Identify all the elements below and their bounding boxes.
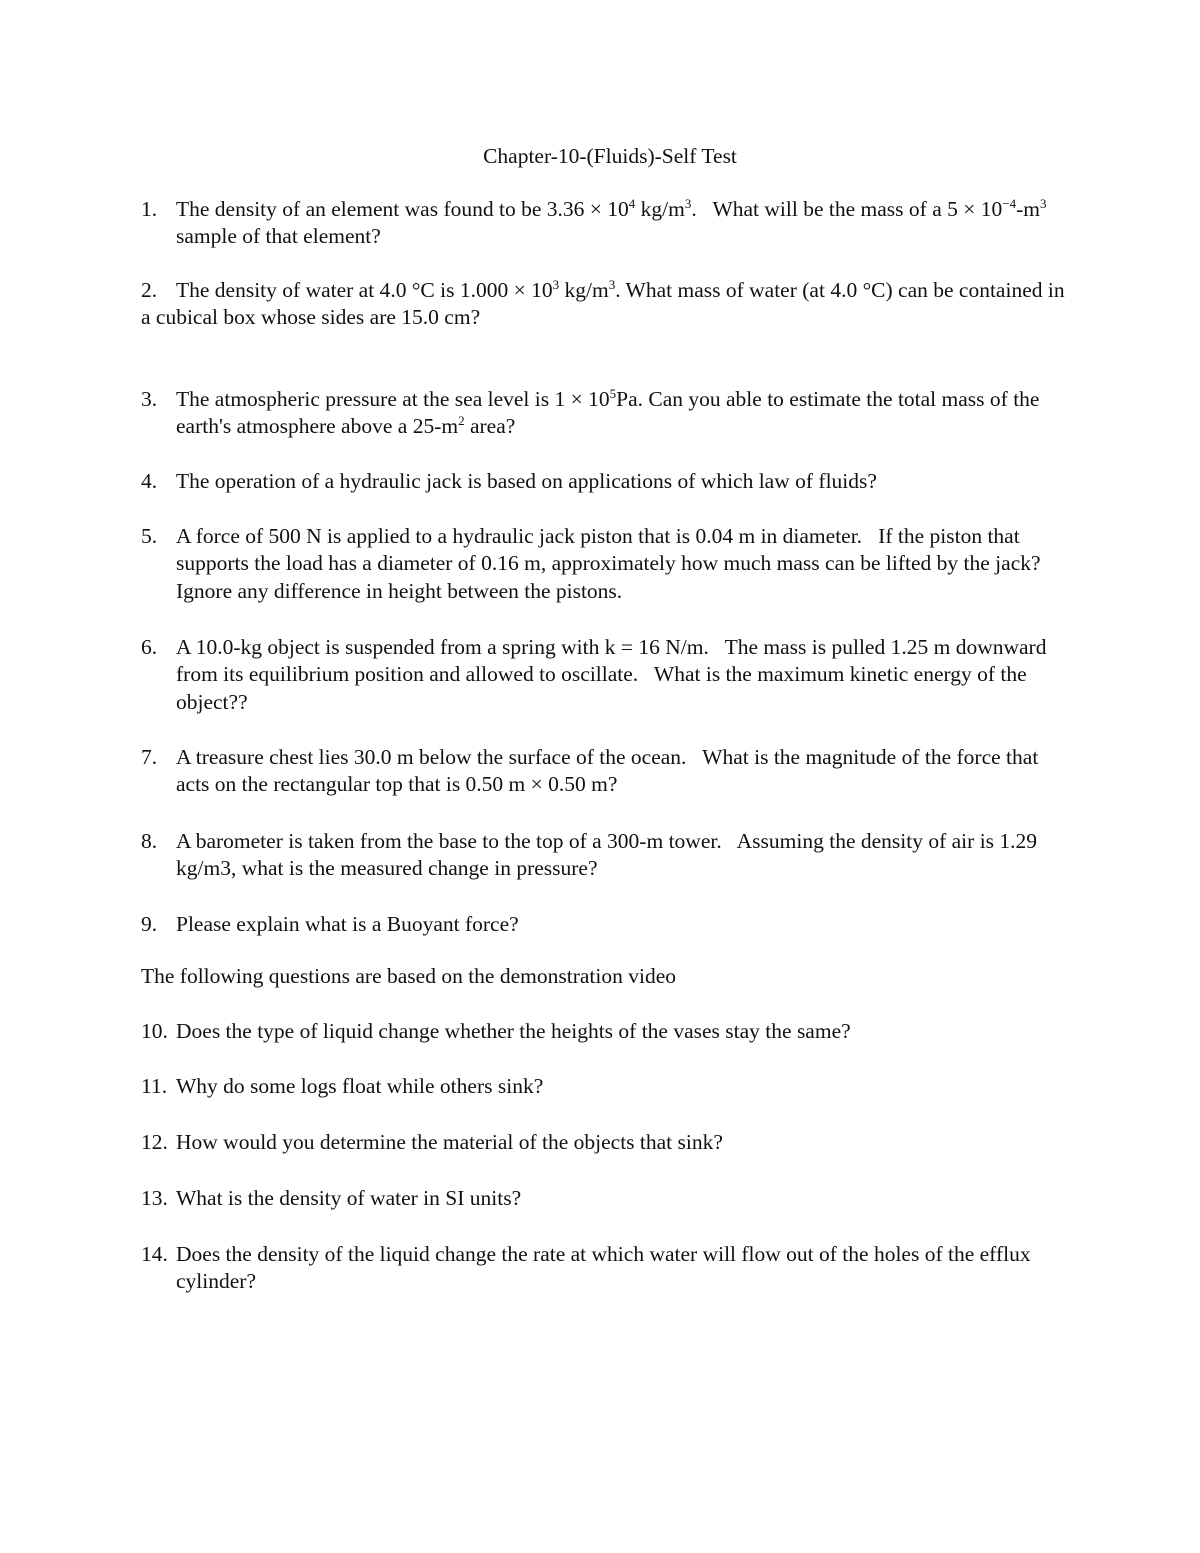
- question-number: 7.: [141, 745, 158, 769]
- question-12: [141, 1129, 1071, 1156]
- demonstration-intro: The following questions are based on the demonstration video: [141, 964, 676, 988]
- question-11: [141, 1073, 1071, 1100]
- question-7: [141, 744, 1071, 799]
- question-text: A treasure chest lies 30.0 m below the surface of the ocean. What is the magnitude of the force that acts on the rectangular top that is 0.50 m × 0.50 m?: [176, 745, 1039, 797]
- question-text: Why do some logs float while others sink?: [176, 1074, 544, 1098]
- question-number: 10.: [141, 1019, 168, 1043]
- question-1: [141, 196, 1071, 251]
- question-number: 6.: [141, 635, 158, 659]
- question-number: 4.: [141, 469, 158, 493]
- question-10: [141, 1018, 1071, 1045]
- question-text: A 10.0-kg object is suspended from a spring with k = 16 N/m. The mass is pulled 1.25 m downward from its equilibrium position and allowed to oscillate. What is the maximum kinetic energy of the object??: [176, 635, 1047, 714]
- question-text: A force of 500 N is applied to a hydraulic jack piston that is 0.04 m in diameter. If the piston that supports the load has a diameter of 0.16 m, approximately how much mass can be lifted by the jack? Ignore any difference in height between the pistons.: [176, 524, 1052, 603]
- question-2: [141, 277, 1071, 332]
- question-number: 2.: [141, 278, 158, 302]
- question-8: [141, 828, 1071, 883]
- question-number: 9.: [141, 912, 158, 936]
- question-number: 1.: [141, 197, 158, 221]
- question-4: [141, 468, 1071, 495]
- question-text: The atmospheric pressure at the sea level is $1 \times 10^5Pa$. Can you able to estimate the total mass of the earth's atmosphere above a $25-m^2$ area?: [176, 386, 1040, 439]
- question-text: The density of water at 4.0 °C is $1.000 \times 10^3$ $kg/m^3$. What mass of water (at 4.0 °C) can be contained in a cubical box whose sides are 15.0 cm?: [141, 277, 1065, 330]
- question-text: What is the density of water in SI units?: [176, 1186, 522, 1210]
- question-number: 13.: [141, 1186, 168, 1210]
- question-number: 3.: [141, 387, 158, 411]
- question-text: Does the density of the liquid change the rate at which water will flow out of the holes of the efflux cylinder?: [176, 1242, 1031, 1294]
- question-number: 12.: [141, 1130, 168, 1154]
- question-text: The density of an element was found to be $3.36 \times 10^4$ $kg/m^3$. What will be the mass of a $5 \times 10^{-4}-m^3$ sample of that element?: [176, 196, 1047, 249]
- question-number: 11.: [141, 1074, 168, 1098]
- question-5: [141, 523, 1071, 605]
- question-number: 8.: [141, 829, 158, 853]
- question-text: How would you determine the material of the objects that sink?: [176, 1130, 723, 1154]
- question-14: [141, 1241, 1071, 1296]
- page-title: Chapter-10-(Fluids)-Self Test: [483, 144, 737, 168]
- question-13: [141, 1185, 1071, 1212]
- question-text: A barometer is taken from the base to the top of a 300-m tower. Assuming the density of air is 1.29 kg/m3, what is the measured change in pressure?: [176, 829, 1038, 881]
- question-6: [141, 634, 1071, 716]
- question-3: [141, 386, 1071, 441]
- question-number: 5.: [141, 524, 158, 548]
- question-text: Does the type of liquid change whether the heights of the vases stay the same?: [176, 1019, 851, 1043]
- question-9: [141, 911, 1071, 938]
- question-text: Please explain what is a Buoyant force?: [176, 912, 519, 936]
- question-text: The operation of a hydraulic jack is based on applications of which law of fluids?: [176, 469, 877, 493]
- question-number: 14.: [141, 1242, 168, 1266]
